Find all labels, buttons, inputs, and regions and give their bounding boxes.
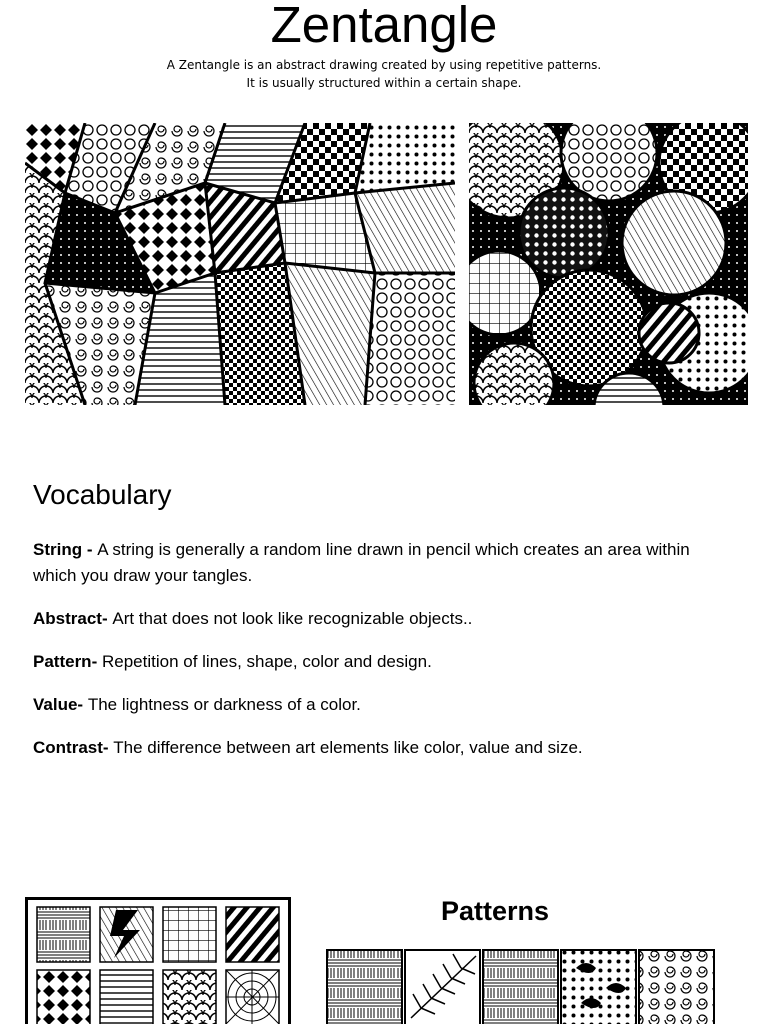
definition-contrast bbox=[33, 735, 733, 761]
definition-pattern bbox=[33, 649, 733, 675]
definition-term: Abstract- bbox=[33, 609, 113, 628]
vocabulary-heading: Vocabulary bbox=[33, 479, 172, 510]
page-title: Zentangle bbox=[270, 0, 498, 53]
patterns-heading: Patterns bbox=[440, 896, 550, 926]
definition-text: Repetition of lines, shape, color and design. bbox=[101, 652, 432, 671]
subtitle-line-1: A Zentangle is an abstract drawing created by using repetitive patterns. bbox=[166, 58, 602, 72]
definition-text: Art that does not look like recognizable objects.. bbox=[112, 609, 473, 628]
definition-text: The difference between art elements like color, value and size. bbox=[113, 738, 583, 757]
definition-string bbox=[33, 537, 733, 589]
pattern-sample-grid bbox=[25, 897, 291, 1024]
definition-value bbox=[33, 692, 733, 718]
definition-term: String - bbox=[33, 540, 98, 559]
definition-abstract bbox=[33, 606, 733, 632]
definition-term: Pattern- bbox=[33, 652, 102, 671]
definition-text: A string is generally a random line drawn in pencil which creates an area within which you draw your tangles. bbox=[33, 540, 690, 585]
definition-text: The lightness or darkness of a color. bbox=[87, 695, 361, 714]
subtitle-line-2: It is usually structured within a certain shape. bbox=[246, 76, 522, 90]
zentangle-artwork-triangles bbox=[25, 123, 455, 405]
definition-term: Contrast- bbox=[33, 738, 114, 757]
definition-term: Value- bbox=[33, 695, 88, 714]
zentangle-artwork-circles bbox=[469, 123, 748, 405]
pattern-strip bbox=[326, 948, 716, 1024]
